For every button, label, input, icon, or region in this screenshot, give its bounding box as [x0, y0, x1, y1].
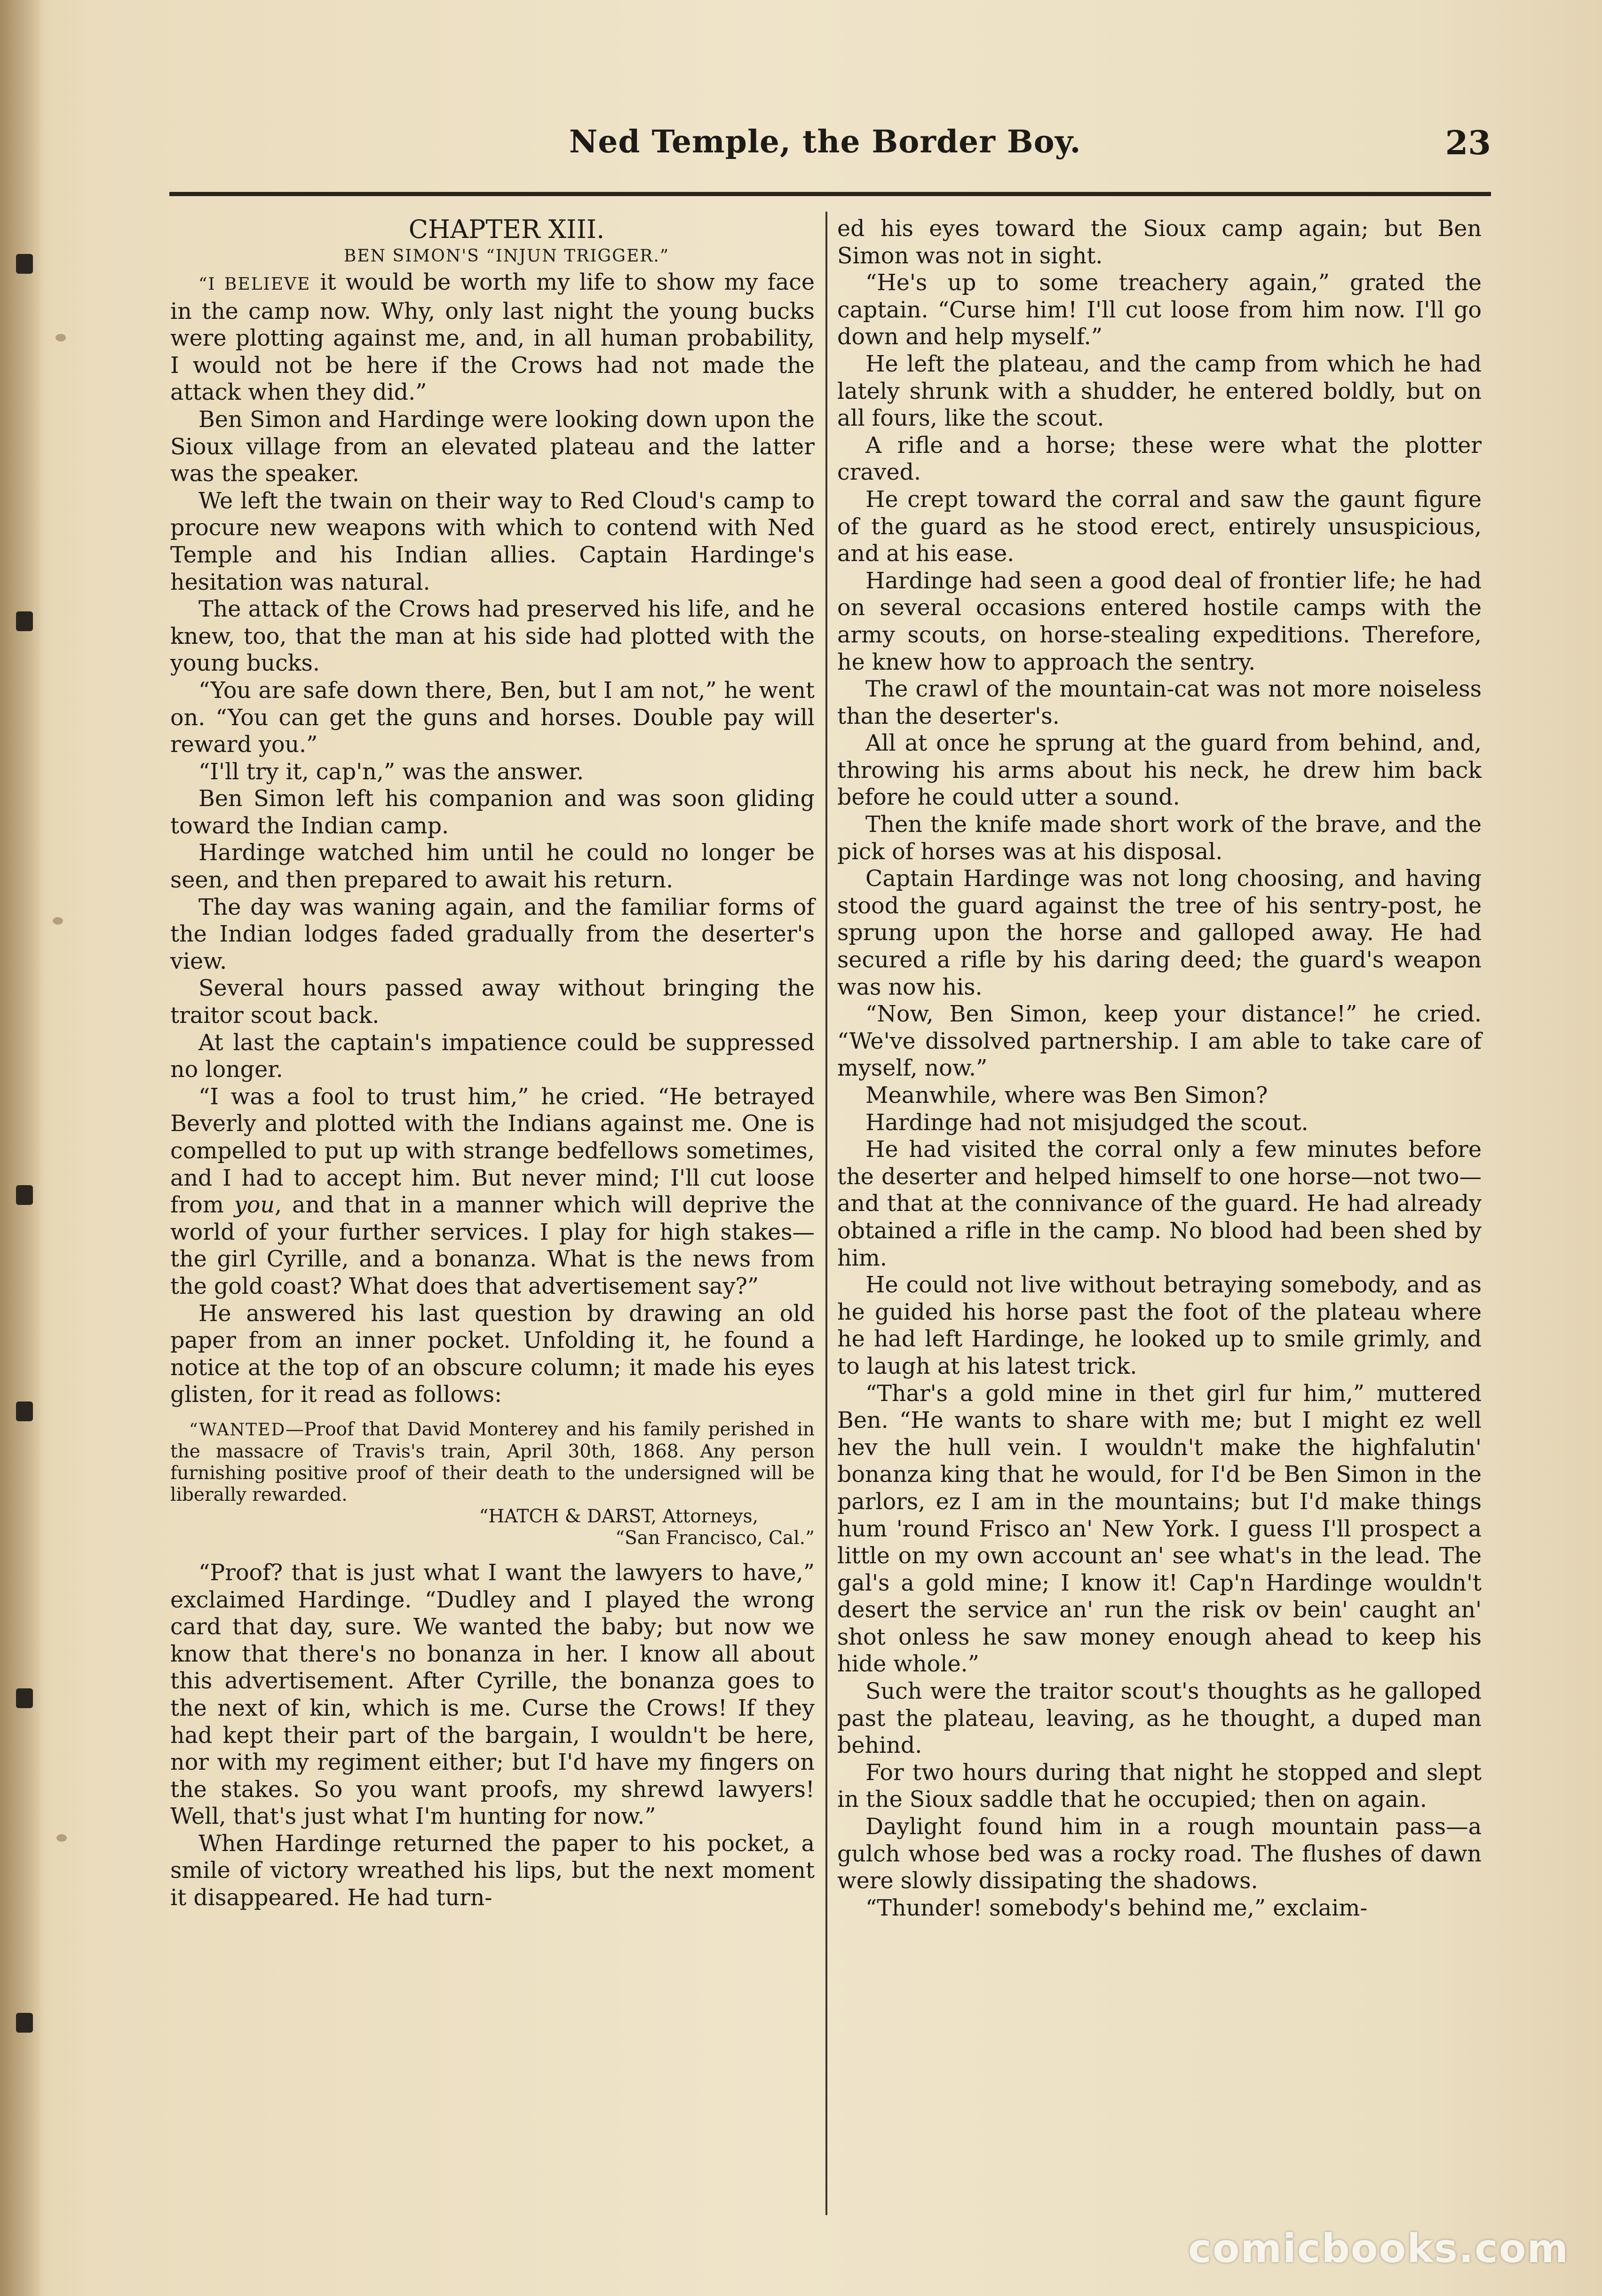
paragraph: He had visited the corral only a few minutes before the deserter and helped himself to one horse—not two—and that at the connivance of the guard. He had already obtained a rifle in the camp. No blood had been shed by him.	[837, 1137, 1482, 1271]
paragraph: He answered his last question by drawing an old paper from an inner pocket. Unfolding it, he found a notice at the top of an obscure column; it made his eyes glisten, for it read as follows:	[170, 1300, 815, 1408]
paragraph: We left the twain on their way to Red Cloud's camp to procure new weapons with which to contend with Ned Temple and his Indian allies. Captain Hardinge's hesitation was natural.	[170, 488, 815, 595]
paragraph: All at once he sprung at the guard from behind, and, throwing his arms about his neck, he drew him back before he could utter a sound.	[837, 730, 1482, 811]
paper-speck	[53, 917, 63, 925]
paper-speck	[56, 1834, 67, 1842]
paragraph: “Thar's a gold mine in thet girl fur him,” muttered Ben. “He wants to share with me; but I might ez well hev the hull vein. I wouldn't make the highfalutin' bonanza king that he would, for I'd be Ben Simon in the parlors, ez I am in the mountains; but I'd make things hum 'round Frisco an' New York. I guess I'll prospect a little on my own account an' see what's in the lead. The gal's a gold mine; I know it! Cap'n Hardinge wouldn't desert the service an' run the risk ov bein' caught an' shot onless he saw money enough ahead to keep his hide whole.”	[837, 1380, 1482, 1678]
paragraph: “Proof? that is just what I want the lawyers to have,” exclaimed Hardinge. “Dudley and I played the wrong card that day, sure. We wanted the baby; but now we know that there's no bonanza in her. I know all about this advertisement. After Cyrille, the bonanza goes to the next of kin, which is me. Curse the Crows! If they had kept their part of the bargain, I wouldn't be here, nor with my regiment either; but I'd have my fingers on the stakes. So you want proofs, my shrewd lawyers! Well, that's just what I'm hunting for now.”	[170, 1560, 815, 1830]
paragraph: “He's up to some treachery again,” grated the captain. “Curse him! I'll cut loose from him now. I'll go down and help myself.”	[837, 270, 1482, 350]
paragraph: Hardinge had seen a good deal of frontier life; he had on several occasions entered hostile camps with the army scouts, on horse-stealing expeditions. Therefore, he knew how to approach the sentry.	[837, 568, 1482, 675]
ad-signature-place: “San Francisco, Cal.”	[615, 1527, 815, 1549]
paragraph: Hardinge watched him until he could no longer be seen, and then prepared to await his return.	[170, 840, 815, 894]
paragraph: At last the captain's impatience could be suppressed no longer.	[170, 1029, 815, 1083]
binding-staple	[16, 1401, 33, 1421]
binding-staple	[16, 611, 33, 631]
paragraph: “I'll try it, cap'n,” was the answer.	[198, 759, 584, 785]
binding-staple	[16, 1688, 33, 1708]
paragraph: When Hardinge returned the paper to his pocket, a smile of victory wreathed his lips, but the next moment it disappeared. He had turn-	[170, 1830, 815, 1911]
chapter-subtitle: BEN SIMON'S “INJUN TRIGGER.”	[343, 246, 670, 266]
paragraph: ed his eyes toward the Sioux camp again; but Ben Simon was not in sight.	[837, 216, 1482, 269]
paragraph: Ben Simon and Hardinge were looking down upon the Sioux village from an elevated plateau and the latter was the speaker.	[170, 406, 815, 487]
binding-staple	[16, 254, 33, 274]
paragraph-lead: “I BELIEVE	[198, 275, 311, 294]
paragraph: “You are safe down there, Ben, but I am not,” he went on. “You can get the guns and horses. Double pay will reward you.”	[170, 677, 815, 758]
running-header	[169, 123, 1491, 175]
paragraph: Several hours passed away without bringing the traitor scout back.	[170, 975, 815, 1029]
paragraph: The attack of the Crows had preserved his life, and he knew, too, that the man at his side had plotted with the young bucks.	[170, 596, 815, 677]
newspaper-advertisement	[170, 1419, 815, 1549]
paragraph: Ben Simon left his companion and was soon gliding toward the Indian camp.	[170, 786, 815, 839]
emphasis: you	[234, 1192, 275, 1219]
ad-signature: “HATCH & DARST, Attorneys,	[479, 1505, 758, 1527]
paper-speck	[56, 334, 66, 341]
paragraph: He left the plateau, and the camp from which he had lately shrunk with a shudder, he entered boldly, but on all fours, like the scout.	[837, 351, 1482, 432]
paragraph: “Thunder! somebody's behind me,” exclaim-	[865, 1895, 1368, 1921]
paragraph: He could not live without betraying somebody, and as he guided his horse past the foot of the plateau where he had left Hardinge, he looked up to smile grimly, and to laugh at his latest trick.	[837, 1272, 1482, 1379]
paragraph: The crawl of the mountain-cat was not more noiseless than the deserter's.	[837, 676, 1482, 729]
paragraph: A rifle and a horse; these were what the plotter craved.	[837, 432, 1482, 486]
header-rule	[169, 192, 1491, 196]
paragraph: “I was a fool to trust him,” he cried. “He betrayed Beverly and plotted with the Indians against me. One is compelled to put up with strange bedfellows sometimes, and I had to accept him. But never mind; I'll cut loose from you, and that in a manner which will deprive the world of your further services. I play for high stakes—the girl Cyrille, and a bonanza. What is the news from the gold coast? What does that advertisement say?”	[170, 1084, 815, 1299]
paragraph: For two hours during that night he stopped and slept in the Sioux saddle that he occupied; then on again.	[837, 1759, 1482, 1813]
paragraph: “I BELIEVE it would be worth my life to show my face in the camp now. Why, only last night the young bucks were plotting against me, and, in all human probability, I would not be here if the Crows had not made the attack when they did.”	[170, 269, 815, 406]
chapter-title: CHAPTER XIII.	[408, 214, 605, 244]
paragraph: Captain Hardinge was not long choosing, and having stood the guard against the tree of his sentry-post, he sprung upon the horse and galloped away. He had secured a rifle by his daring deed; the guard's weapon was now his.	[837, 866, 1482, 1000]
running-title: Ned Temple, the Border Boy.	[569, 123, 1081, 160]
left-column	[170, 215, 815, 1912]
right-column	[837, 215, 1482, 1922]
paragraph: Then the knife made short work of the brave, and the pick of horses was at his disposal.	[837, 812, 1482, 865]
binding-staple	[16, 1185, 33, 1205]
paragraph: Such were the traitor scout's thoughts as he galloped past the plateau, leaving, as he thought, a duped man behind.	[837, 1678, 1482, 1759]
binding-staple	[16, 2013, 33, 2033]
paragraph: Hardinge had not misjudged the scout.	[865, 1109, 1309, 1136]
ad-text: “WANTED—Proof that David Monterey and his family perished in the massacre of Travis's train, April 30th, 1868. Any person furnishing positive proof of their death to the undersigned will be liberally rewarded.	[170, 1418, 815, 1505]
paragraph: “Now, Ben Simon, keep your distance!” he cried. “We've dissolved partnership. I am able to take care of myself, now.”	[837, 1001, 1482, 1082]
column-divider	[825, 212, 827, 2215]
paragraph: Meanwhile, where was Ben Simon?	[865, 1083, 1268, 1108]
paragraph: The day was waning again, and the familiar forms of the Indian lodges faded gradually from the deserter's view.	[170, 894, 815, 974]
site-watermark: comicbooks.com	[1188, 2225, 1569, 2272]
page-binding-edge	[0, 0, 45, 2296]
paragraph: He crept toward the corral and saw the gaunt figure of the guard as he stood erect, entirely unsuspicious, and at his ease.	[837, 486, 1482, 567]
page-number: 23	[1445, 123, 1491, 162]
paragraph: Daylight found him in a rough mountain pass—a gulch whose bed was a rocky road. The flushes of dawn were slowly dissipating the shadows.	[837, 1814, 1482, 1894]
